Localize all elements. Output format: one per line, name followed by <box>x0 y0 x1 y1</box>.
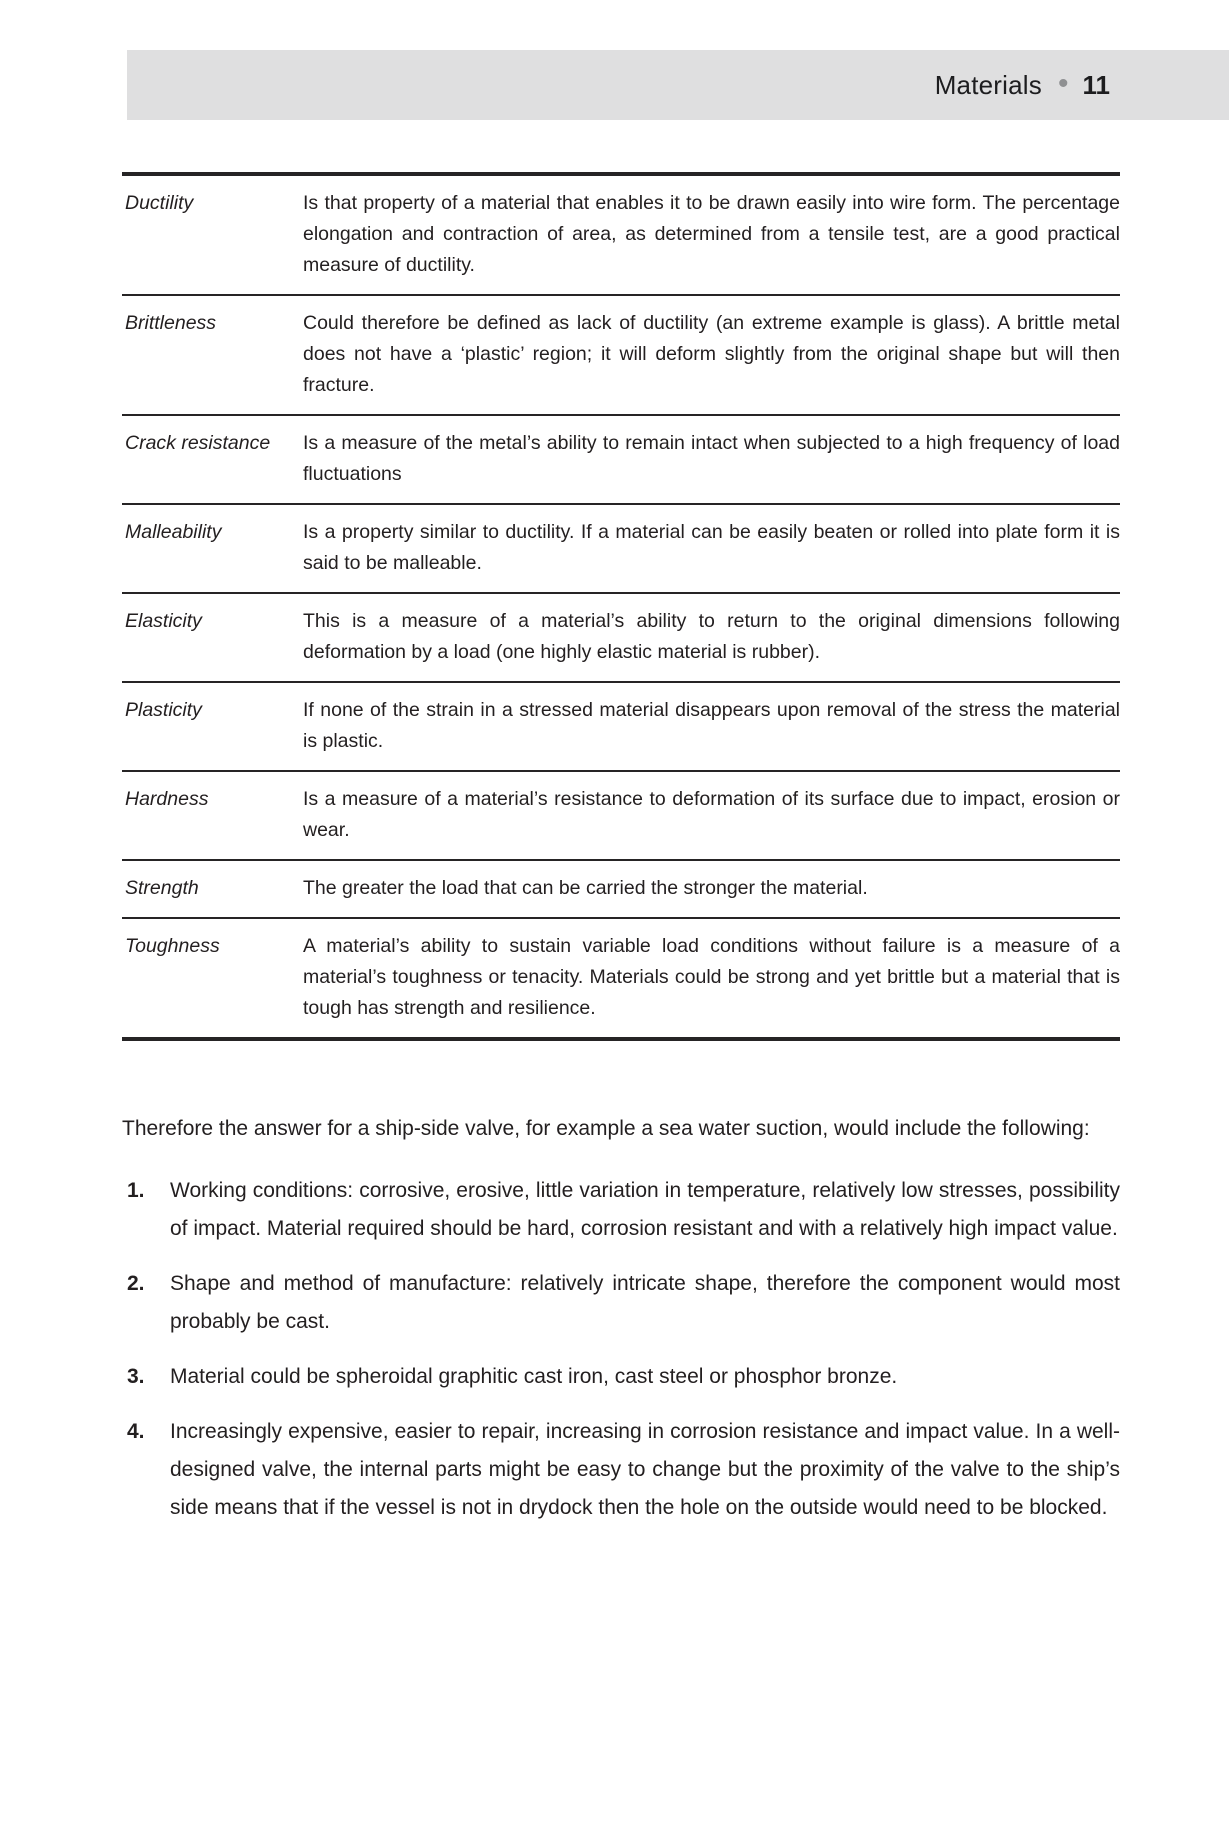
list-item <box>122 1265 1120 1341</box>
list-item-number: 4. <box>127 1420 145 1443</box>
material-properties-table <box>122 172 1120 1041</box>
definition-cell: The greater the load that can be carried the stronger the material. <box>303 877 868 899</box>
running-head-title: Materials <box>934 69 1042 100</box>
term-cell: Brittleness <box>125 312 217 334</box>
list-item-number: 1. <box>127 1179 145 1202</box>
list-item-text: Working conditions: corrosive, erosive, little variation in temperature, relatively low stresses, possibility of impact. Material required should be hard, corrosion resistant and with a relatively high impact value. <box>170 1179 1120 1240</box>
list-item-text: Shape and method of manufacture: relatively intricate shape, therefore the component would most probably be cast. <box>170 1272 1120 1333</box>
table-row <box>122 416 1120 505</box>
page-number: 11 <box>1082 69 1110 100</box>
list-item-number: 2. <box>127 1272 145 1295</box>
list-item <box>122 1172 1120 1248</box>
list-item-text: Material could be spheroidal graphitic cast iron, cast steel or phosphor bronze. <box>170 1365 898 1388</box>
answer-list <box>122 1172 1120 1527</box>
list-item-number: 3. <box>127 1365 145 1388</box>
term-cell: Hardness <box>125 788 209 810</box>
list-item <box>122 1413 1120 1527</box>
table-row <box>122 594 1120 683</box>
table-row <box>122 176 1120 296</box>
definition-cell: Is a property similar to ductility. If a material can be easily beaten or rolled into plate form it is said to be malleable. <box>303 521 1120 574</box>
definition-cell: This is a measure of a material’s ability to return to the original dimensions following deformation by a load (one highly elastic material is rubber). <box>303 610 1120 663</box>
term-cell: Toughness <box>125 935 220 957</box>
term-cell: Plasticity <box>125 699 202 721</box>
table-row <box>122 296 1120 416</box>
page-content <box>122 120 1120 1544</box>
table-row <box>122 505 1120 594</box>
definition-cell: Is that property of a material that enables it to be drawn easily into wire form. The percentage elongation and contraction of area, as determined from a tensile test, are a good practical measure of ductility. <box>303 192 1120 276</box>
table-row <box>122 861 1120 919</box>
term-cell: Elasticity <box>125 610 202 632</box>
definition-cell: Is a measure of a material’s resistance to deformation of its surface due to impact, erosion or wear. <box>303 788 1120 841</box>
term-cell: Crack resistance <box>125 432 271 454</box>
term-cell: Malleability <box>125 521 222 543</box>
definition-cell: If none of the strain in a stressed material disappears upon removal of the stress the material is plastic. <box>303 699 1120 752</box>
page-header <box>127 50 1229 120</box>
term-cell: Strength <box>125 877 199 899</box>
definition-cell: Is a measure of the metal’s ability to remain intact when subjected to a high frequency of load fluctuations <box>303 432 1120 485</box>
table-row <box>122 919 1120 1037</box>
definition-cell: Could therefore be defined as lack of ductility (an extreme example is glass). A brittle metal does not have a ‘plastic’ region; it will deform slightly from the original shape but will then fracture. <box>303 312 1120 396</box>
definition-cell: A material’s ability to sustain variable load conditions without failure is a measure of a material’s toughness or tenacity. Materials could be strong and yet brittle but a material that is tough has strength and resilience. <box>303 935 1120 1019</box>
list-item-text: Increasingly expensive, easier to repair, increasing in corrosion resistance and impact value. In a well-designed valve, the internal parts might be easy to change but the proximity of the valve to the ship’s side means that if the vessel is not in drydock then the hole on the outside would need to be blocked. <box>170 1420 1120 1519</box>
list-item <box>122 1358 1120 1396</box>
intro-paragraph: Therefore the answer for a ship-side valve, for example a sea water suction, would include the following: <box>122 1117 1090 1140</box>
bullet-separator-icon: • <box>1057 67 1069 100</box>
table-row <box>122 683 1120 772</box>
table-row <box>122 772 1120 861</box>
term-cell: Ductility <box>125 192 194 214</box>
